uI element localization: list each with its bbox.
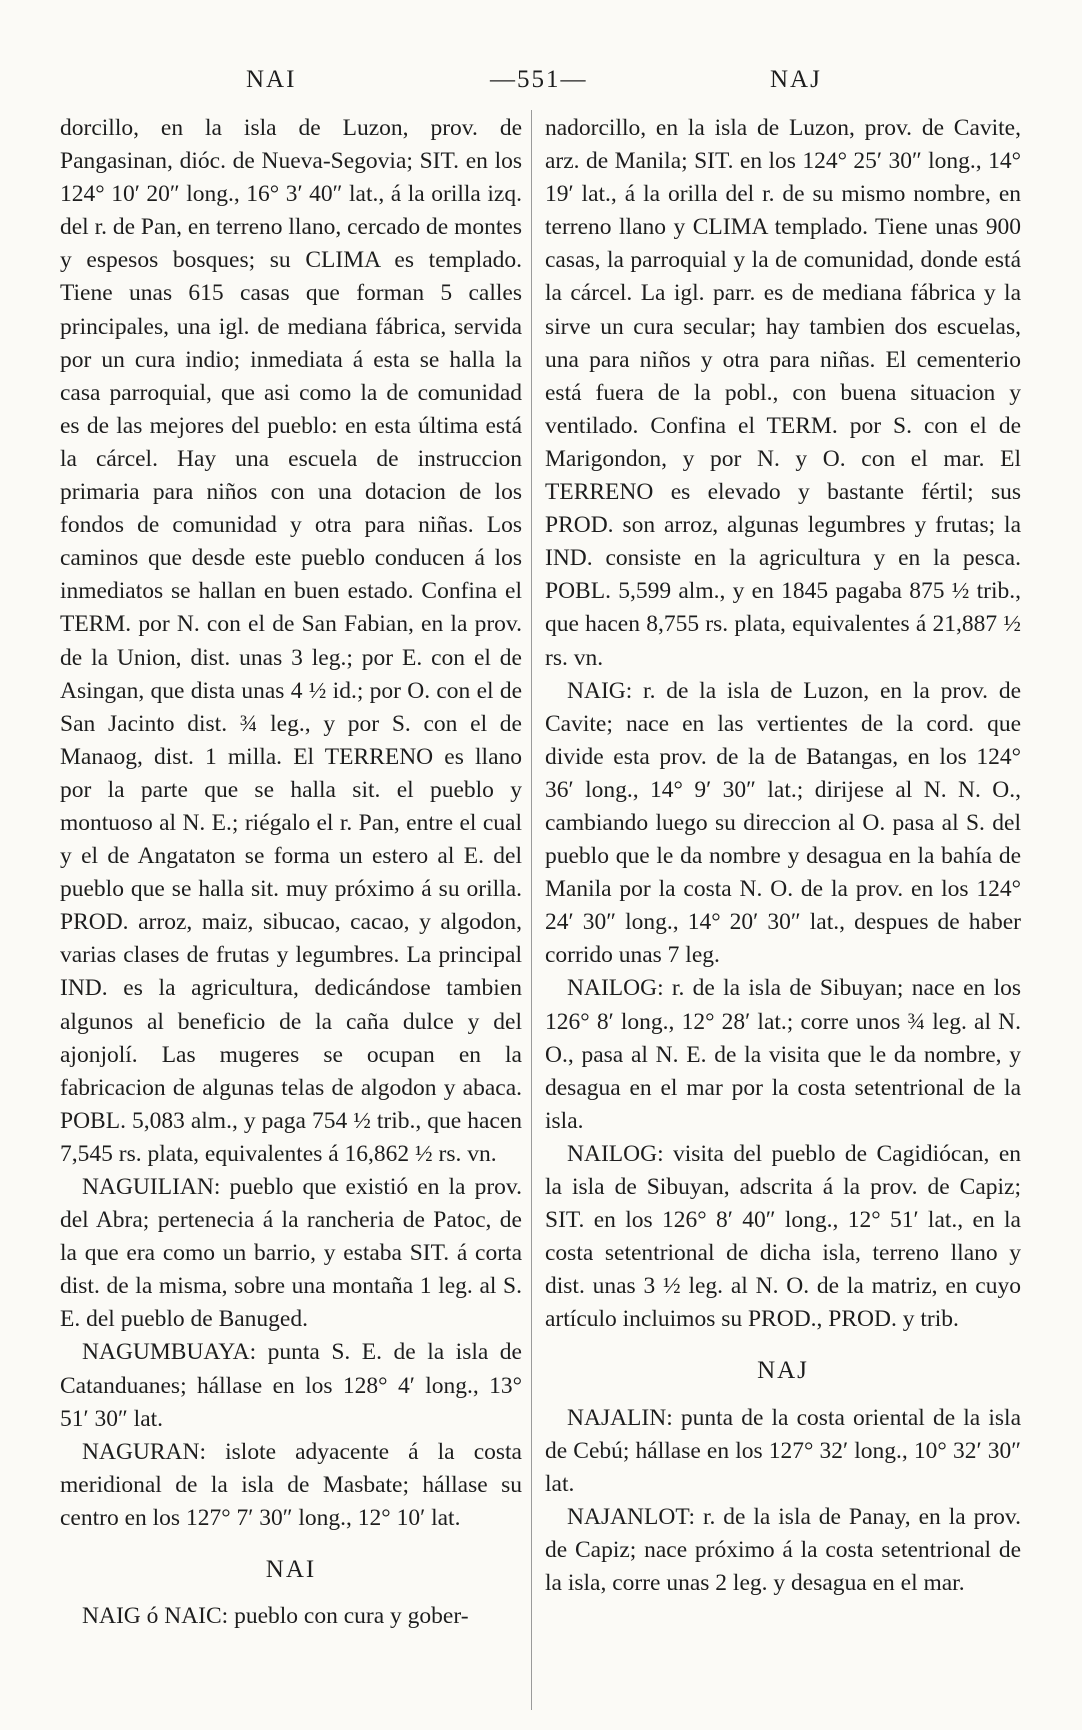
entry-najalin: NAJALIN: punta de la costa oriental de la isla de Cebú; hállase en los 127° 32′ long., 10° 32′ 30″ lat. [545, 1404, 1021, 1497]
entry-nailog-visita: NAILOG: visita del pueblo de Cagidiócan, en la isla de Sibuyan, adscrita á la prov. de Capiz; SIT. en los 126° 8′ 40″ long., 12° 51′ lat., en la costa setentrional de dicha isla, terreno llano y dist. unas 3 ½ leg. al N. O. de la matriz, en cuyo artículo incluimos su PROD., PROD. y trib. [545, 1140, 1021, 1333]
header-left: NAI [246, 66, 297, 93]
entry-continuation: dorcillo, en la isla de Luzon, prov. de Pangasinan, dióc. de Nueva-Segovia; SIT. en los 124° 10′ 20″ long., 16° 3′ 40″ lat., á la orilla izq. del r. de Pan, en terreno llano, cercado de montes y espesos bosques; su CLIMA es templado. Tiene unas 615 casas que forman 5 calles principales, una igl. de mediana fábrica, servida por un cura indio; inmediata á esta se halla la casa parroquial, que asi como la de comunidad es de las mejores del pueblo: en esta última está la cárcel. Hay una escuela de instruccion primaria para niños con una dotacion de los fondos de comunidad y otra para niñas. Los caminos que desde este pueblo conducen á los inmediatos se hallan en buen estado. Confina el TERM. por N. con el de San Fabian, en la prov. de la Union, dist. unas 3 leg.; por E. con el de Asingan, que dista unas 4 ½ id.; por O. con el de San Jacinto dist. ¾ leg., y por S. con el de Manaog, dist. 1 milla. El TERRENO es llano por la parte que se halla sit. el pueblo y montuoso al N. E.; riégalo el r. Pan, entre el cual y el de Angataton se forma un estero al E. del pueblo que se halla sit. muy próximo á su orilla. PROD. arroz, maiz, sibucao, cacao, y algodon, varias clases de frutas y legumbres. La principal IND. es la agricultura, dedicándose tambien algunos al beneficio de la caña dulce y del ajonjolí. Las mugeres se ocupan en la fabricacion de algunas telas de algodon y abaca. POBL. 5,083 alm., y paga 754 ½ trib., que hacen 7,545 rs. plata, equivalentes á 16,862 ½ rs. vn. [60, 115, 522, 1167]
left-column [60, 112, 522, 1633]
entry-naguran: NAGURAN: islote adyacente á la costa meridional de la isla de Masbate; hállase su centro en los 127° 7′ 30″ long., 12° 10′ lat. [60, 1438, 522, 1531]
entry-nailog-river: NAILOG: r. de la isla de Sibuyan; nace en los 126° 8′ long., 12° 28′ lat.; corre unos ¾ leg. al N. O., pasa al N. E. de la visita que le da nombre, y desagua en el mar por la costa setentrional de la isla. [545, 975, 1021, 1134]
entry-najanlot: NAJANLOT: r. de la isla de Panay, en la prov. de Capiz; nace próximo á la costa setentrional de la isla, corre unas 2 leg. y desagua en el mar. [545, 1503, 1021, 1597]
entry-naig-river: NAIG: r. de la isla de Luzon, en la prov. de Cavite; nace en las vertientes de la cord. que divide esta prov. de la de Batangas, en los 124° 36′ long., 14° 9′ 30″ lat.; dirijese al N. N. O., cambiando luego su direccion al O. pasa al S. del pueblo que le da nombre y desagua en la bahía de Manila por la costa N. O. de la prov. en los 124° 24′ 30″ long., 14° 20′ 30″ lat., despues de haber corrido unas 7 leg. [545, 677, 1021, 969]
page-number: —551— [490, 66, 588, 93]
section-heading-nai: NAI [265, 1556, 317, 1584]
entry-nagumbuaya: NAGUMBUAYA: punta S. E. de la isla de Catanduanes; hállase en los 128° 4′ long., 13° 51′ 30″ lat. [60, 1339, 522, 1432]
section-heading-naj: NAJ [757, 1357, 809, 1385]
entry-naguilian: NAGUILIAN: pueblo que existió en la prov. del Abra; pertenecia á la rancheria de Patoc, de la que era como un barrio, y estaba SIT. á corta dist. de la misma, sobre una montaña 1 leg. al S. E. del pueblo de Banuged. [60, 1174, 522, 1333]
column-divider [531, 110, 532, 1710]
header-right: NAJ [770, 66, 822, 93]
entry-naig-continuation: nadorcillo, en la isla de Luzon, prov. de Cavite, arz. de Manila; SIT. en los 124° 25′ 30″ long., 14° 19′ lat., á la orilla del r. de su mismo nombre, en terreno llano y CLIMA templado. Tiene unas 900 casas, la parroquial y la de comunidad, donde está la cárcel. La igl. parr. es de mediana fábrica y la sirve un cura secular; hay tambien dos escuelas, una para niños y otra para niñas. El cementerio está fuera de la pobl., con buena situacion y ventilado. Confina el TERM. por S. con el de Marigondon, y por N. y O. con el mar. El TERRENO es elevado y bastante fértil; sus PROD. son arroz, algunas legumbres y frutas; la IND. consiste en la agricultura y en la pesca. POBL. 5,599 alm., y en 1845 pagaba 875 ½ trib., que hacen 8,755 rs. plata, equivalentes á 21,887 ½ rs. vn. [545, 115, 1021, 671]
running-head [0, 66, 1082, 106]
entry-naig-pueblo: NAIG ó NAIC: pueblo con cura y gober- [82, 1603, 469, 1630]
right-column [545, 112, 1021, 1600]
